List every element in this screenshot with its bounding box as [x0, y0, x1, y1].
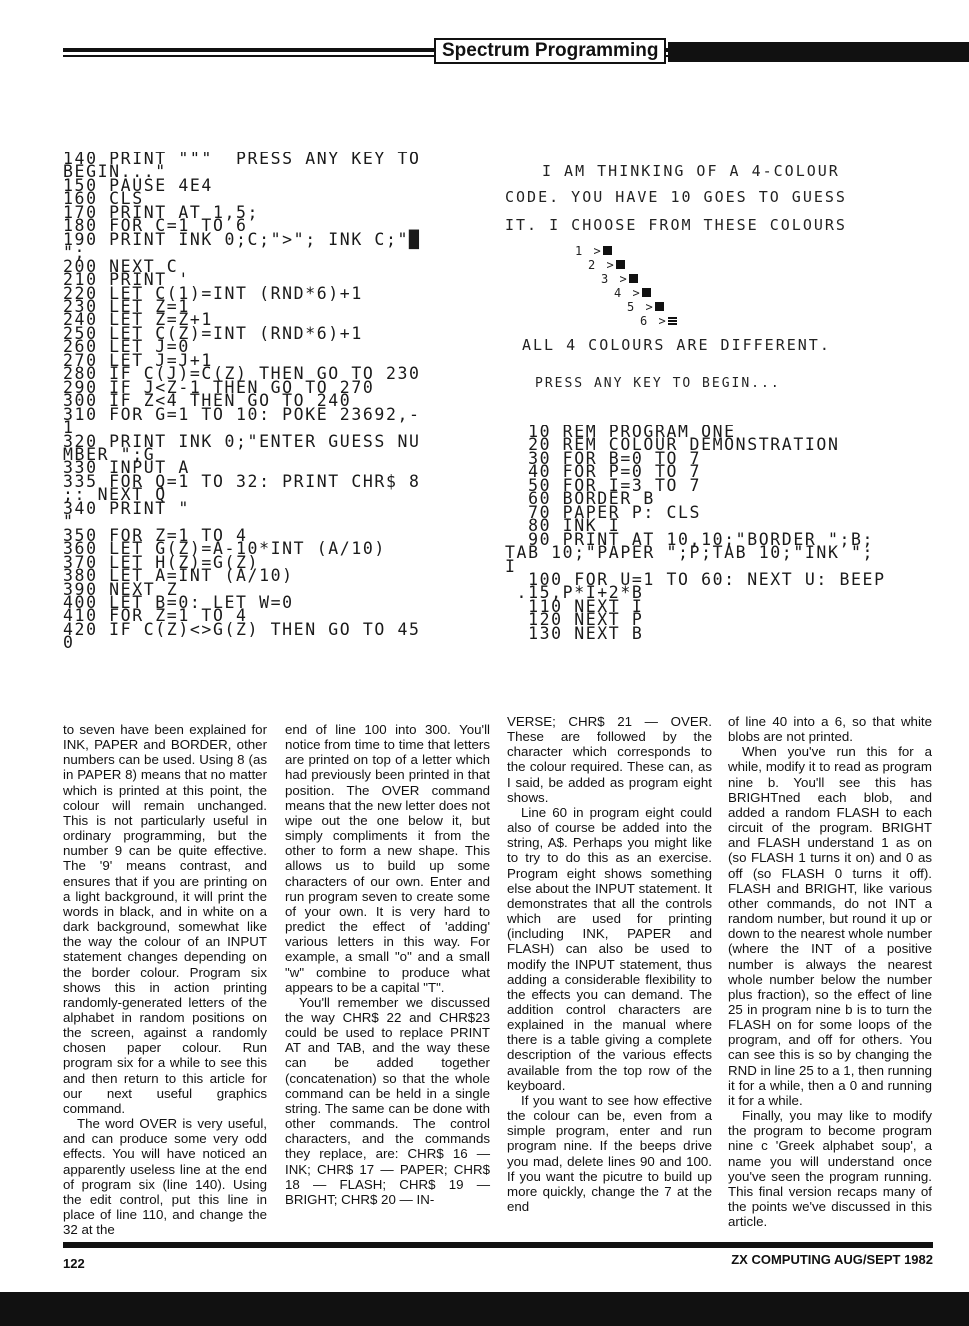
colour-blob	[668, 316, 677, 325]
stair-label: 1 >	[575, 244, 603, 258]
page-number: 122	[63, 1256, 85, 1271]
code-line: 0	[63, 633, 75, 650]
program-listing-left	[63, 152, 483, 650]
code-line: 400 LET B=0: LET W=0	[63, 592, 294, 612]
paragraph: VERSE; CHR$ 21 — OVER. These are followed by the character which corresponds to the colour required. These can, as I said, be added as program eight shows.	[507, 714, 712, 805]
code-line: 60 BORDER B	[505, 489, 655, 509]
colour-blob	[629, 274, 638, 283]
code-line: 10 REM PROGRAM ONE	[505, 425, 736, 441]
paragraph: end of line 100 into 300. You'll notice from time to time that letters are printed on top of a letter which had previously been printed in that position. The OVER command means that the new letter does not wipe out the one below it, but simply compliments it from the other to form a new shape. This allows us to build up some characters of our own. Enter and run program seven to create some of your own. It is very hard to predict the effect of 'adding' various letters in this way. For example, a small "o" and a small "w" combine to produce what appears to be a capital "T".	[285, 722, 490, 995]
code-line: 230 LET Z=1	[63, 296, 190, 316]
paragraph: of line 40 into a 6, so that white blobs are not printed.	[728, 714, 932, 745]
code-line: 150 PAUSE 4E4	[63, 175, 213, 195]
code-line: 160 CLS	[63, 189, 144, 209]
code-line: I	[505, 556, 517, 576]
code-line: 370 LET H(Z)=G(Z)	[63, 552, 260, 572]
code-line: 140 PRINT """ PRESS ANY KEY TO	[63, 152, 421, 168]
screen-line: IT. I CHOOSE FROM THESE COLOURS	[505, 216, 847, 234]
code-line: 250 LET C(Z)=INT (RND*6)+1	[63, 323, 363, 343]
code-line: 260 LET J=0	[63, 337, 190, 357]
paragraph: to seven have been explained for INK, PAPER and BORDER, other numbers can be used. Using 8 (as in PAPER 8) means that no matter which is printed at this point, the colour will remain unchanged. This is not particularly useful in ordinary programming, but the number 9 can be quite effective. The '9' means contrast, and ensures that if you are printing on a light background, it will print the words in black, and in white on a dark background, somewhat like the way the colour of an INPUT statement changes depending on the border colour. Program six shows this in action printing randomly-generated letters of the alphabet in random positions on the screen, against a randomly chosen paper colour. Run program six for a while to see this and then return to this article for our next useful graphics command.	[63, 722, 267, 1116]
code-line: 40 FOR P=0 TO 7	[505, 462, 702, 482]
header-rule	[63, 42, 969, 62]
code-line: 290 IF J<Z-1 THEN GO TO 270	[63, 377, 375, 397]
code-line: 310 FOR G=1 TO 10: POKE 23692,-	[63, 404, 421, 424]
code-line: 320 PRINT INK 0;"ENTER GUESS NU	[63, 431, 421, 451]
code-line: 390 NEXT Z	[63, 579, 179, 599]
code-line: 130 NEXT B	[505, 623, 644, 641]
code-line: 1	[63, 418, 75, 438]
colour-blob	[655, 302, 664, 311]
stair-label: 6 >	[640, 314, 668, 328]
stair-label: 3 >	[601, 272, 629, 286]
paragraph: Line 60 in program eight could also of course be added into the string, A$. Perhaps you might like to try to do this as an exercise. Program eight shows something else about the INPUT statement. It demonstrates that all the controls which are used for printing (including INK, PAPER and FLASH) can also be used to modify the INPUT statement, thus adding a considerable flexibility to the effects you can demand. The addition control characters are explained in the manual where there is a table giving a complete description of the various effects available from the top row of the keyboard.	[507, 804, 712, 1093]
screen-line: ALL 4 COLOURS ARE DIFFERENT.	[522, 336, 831, 354]
code-line: 350 FOR Z=1 TO 4	[63, 525, 248, 545]
footer-rule	[63, 1242, 933, 1248]
code-line: BEGIN..."	[63, 162, 167, 182]
code-line: 200 NEXT C	[63, 256, 179, 276]
text-column-4	[728, 714, 932, 1229]
code-line: 335 FOR Q=1 TO 32: PRINT CHR$ 8	[63, 471, 421, 491]
code-line: 170 PRINT AT 1,5;	[63, 202, 260, 222]
text-column-1	[63, 722, 267, 1237]
screen-capture	[505, 150, 935, 400]
paragraph: The word OVER is very useful, and can produce some very odd effects. You will have noticed an apparently useless line at the end of program six (line 140). Using the edit control, put this line in place of line 110, and change the 32 at the	[63, 1116, 267, 1238]
code-line: 190 PRINT INK 0;C;">"; INK C;"█	[63, 229, 421, 249]
code-line: .15,P*I+2*B	[505, 583, 644, 603]
code-line: 240 LET Z=Z+1	[63, 310, 213, 330]
code-line: 20 REM COLOUR DEMONSTRATION	[505, 435, 840, 455]
code-line: 270 LET J=J+1	[63, 350, 213, 370]
paragraph: Finally, you may like to modify the program to become program nine c 'Greek alphabet soup', a name you will understand once you've seen the program running. This final version recaps many of the points we've discussed in this article.	[728, 1108, 932, 1230]
code-line: 180 FOR C=1 TO 6	[63, 216, 248, 236]
code-line: 110 NEXT I	[505, 596, 644, 616]
header-black-block	[668, 42, 969, 62]
colour-stair	[640, 312, 677, 330]
colour-blob	[603, 246, 612, 255]
code-line: 70 PAPER P: CLS	[505, 502, 702, 522]
code-line: 30 FOR B=0 TO 7	[505, 448, 702, 468]
text-column-2	[285, 722, 490, 1207]
code-line: 220 LET C(1)=INT (RND*6)+1	[63, 283, 363, 303]
screen-line: I AM THINKING OF A 4-COLOUR	[542, 162, 840, 180]
magazine-issue: ZX COMPUTING AUG/SEPT 1982	[731, 1252, 933, 1267]
screen-line: CODE. YOU HAVE 10 GOES TO GUESS	[505, 188, 847, 206]
paragraph: You'll remember we discussed the way CHR$ 22 and CHR$23 could be used to replace PRINT AT and TAB, and the way these can be added together (concatenation) so that the whole command can be held in a single string. The same can be done with other commands. The control characters, and the commands they replace, are: CHR$ 16 — INK; CHR$ 17 — PAPER; CHR$ 18 — FLASH; CHR$ 19 — BRIGHT; CHR$ 20 — IN-	[285, 994, 490, 1207]
code-line: ;: NEXT Q	[63, 485, 167, 505]
code-line: 100 FOR U=1 TO 60: NEXT U: BEEP	[505, 569, 886, 589]
code-line: 410 FOR Z=1 TO 4	[63, 606, 248, 626]
code-line: 80 INK I	[505, 516, 621, 536]
program-listing-right	[505, 425, 935, 640]
code-line: 300 IF Z<4 THEN GO TO 240	[63, 391, 352, 411]
scan-edge	[0, 1292, 969, 1326]
colour-blob	[616, 260, 625, 269]
code-line: 360 LET G(Z)=A-10*INT (A/10)	[63, 539, 386, 559]
code-line: ";	[63, 243, 87, 263]
code-line: "	[63, 512, 75, 532]
code-line: TAB 10;"PAPER ";P;TAB 10;"INK ";	[505, 543, 875, 563]
paragraph: If you want to see how effective the colour can be, even from a simple program, enter and run program nine. If the beeps drive you mad, delete lines 90 and 100. If you want the picutre to build up more quickly, change the 7 at the end	[507, 1092, 712, 1214]
code-line: 380 LET A=INT (A/10)	[63, 566, 294, 586]
code-line: 210 PRINT '	[63, 270, 190, 290]
colour-stairs	[575, 242, 775, 332]
code-line: 90 PRINT AT 10,10;"BORDER ";B;	[505, 529, 875, 549]
stair-label: 5 >	[627, 300, 655, 314]
paragraph: When you've run this for a while, modify it to read as program nine b. You'll see this has BRIGHTned each blob, and added a random FLASH to each circuit of the program. BRIGHT and FLASH understand 1 as on (so FLASH 1 turns it on) and 0 as off (so FLASH 0 turns it off). FLASH and BRIGHT, like various other commands, do not INT a random number, but round it up or down to the nearest whole number (where the INT of a positive number is always the nearest whole number below the number plus fraction), so the effect of line 25 in program nine b is to turn the FLASH on for some loops of the program, and off for others. You can see this is so by changing the RND in line 25 to a 1, then running it for a while, then a 0 and running it for a while.	[728, 744, 933, 1108]
text-column-3	[507, 714, 712, 1214]
code-line: 280 IF C(J)=C(Z) THEN GO TO 230	[63, 364, 421, 384]
code-line: MBER ";G	[63, 444, 156, 464]
code-line: 420 IF C(Z)<>G(Z) THEN GO TO 45	[63, 619, 421, 639]
stair-label: 4 >	[614, 286, 642, 300]
screen-line: PRESS ANY KEY TO BEGIN...	[535, 376, 781, 391]
colour-blob	[642, 288, 651, 297]
code-line: 340 PRINT "	[63, 498, 190, 518]
code-line: 120 NEXT P	[505, 610, 644, 630]
code-line: 50 FOR I=3 TO 7	[505, 475, 702, 495]
code-line: 330 INPUT A	[63, 458, 190, 478]
section-title: Spectrum Programming	[434, 38, 666, 64]
stair-label: 2 >	[588, 258, 616, 272]
